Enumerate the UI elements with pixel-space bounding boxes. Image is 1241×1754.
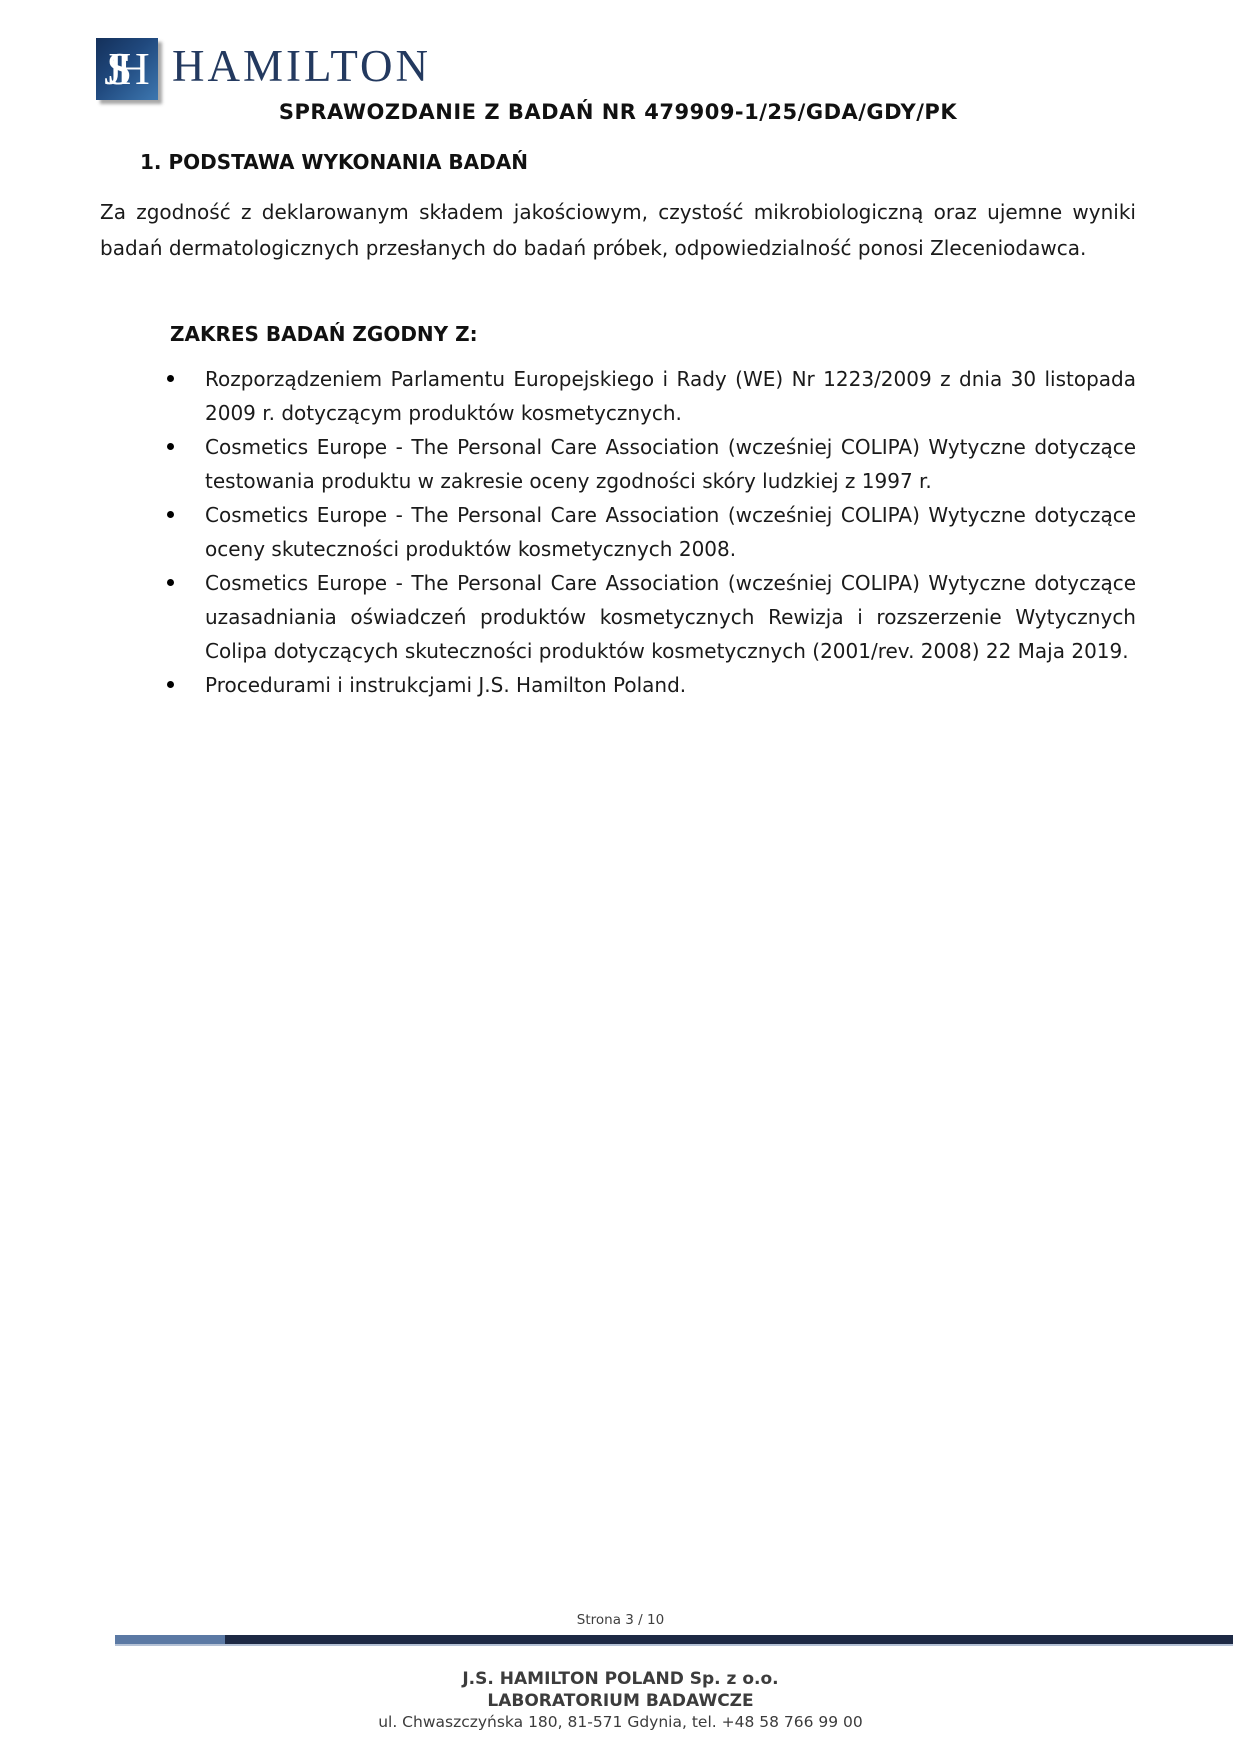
list-item [100,668,1136,702]
logo-brand-text: HAMILTON [172,40,432,91]
list-item [100,362,1136,430]
section-1-paragraph: Za zgodność z deklarowanym składem jakościowym, czystość mikrobiologiczną oraz ujemne wyniki badań dermatologicznych przesłanych do badań próbek, odpowiedzialność ponosi Zleceniodawca. [100,200,1136,260]
scope-list [100,362,1136,702]
scope-heading: ZAKRES BADAŃ ZGODNY Z: [170,322,478,346]
list-item-text: Rozporządzeniem Parlamentu Europejskiego i Rady (WE) Nr 1223/2009 z dnia 30 listopada 2009 r. dotyczącym produktów kosmetycznych. [205,367,1136,425]
list-item-text: Cosmetics Europe - The Personal Care Association (wcześniej COLIPA) Wytyczne dotyczące testowania produktu w zakresie oceny zgodności skóry ludzkiej z 1997 r. [205,435,1136,493]
hamilton-logo [96,38,431,100]
list-item-text: Cosmetics Europe - The Personal Care Association (wcześniej COLIPA) Wytyczne dotyczące oceny skuteczności produktów kosmetycznych 2008. [205,503,1136,561]
footer-divider-bar [115,1635,1233,1646]
page-number: Strona 3 / 10 [576,1612,665,1628]
list-item [100,566,1136,668]
list-item [100,430,1136,498]
jsh-logo-icon [96,38,158,100]
footer-department: LABORATORIUM BADAWCZE [487,1691,754,1711]
footer-company-name: J.S. HAMILTON POLAND Sp. z o.o. [462,1669,779,1689]
page-footer [0,1612,1241,1733]
list-item-text: Procedurami i instrukcjami J.S. Hamilton Poland. [205,673,687,697]
jsh-monogram: JSH [104,43,135,94]
list-item-text: Cosmetics Europe - The Personal Care Association (wcześniej COLIPA) Wytyczne dotyczące uzasadniania oświadczeń produktów kosmetycznych Rewizja i rozszerzenie Wytycznych Colipa dotyczących skuteczności produktów kosmetycznych (2001/rev. 2008) 22 Maja 2019. [205,571,1136,663]
list-item [100,498,1136,566]
section-1-heading: 1. PODSTAWA WYKONANIA BADAŃ [140,150,528,174]
footer-address: ul. Chwaszczyńska 180, 81-571 Gdynia, tel. +48 58 766 99 00 [378,1713,863,1731]
report-title: SPRAWOZDANIE Z BADAŃ NR 479909-1/25/GDA/GDY/PK [278,100,958,124]
report-body [100,100,1136,702]
footer-bar-light-segment [115,1635,225,1644]
footer-bar-dark-segment [225,1635,1233,1644]
